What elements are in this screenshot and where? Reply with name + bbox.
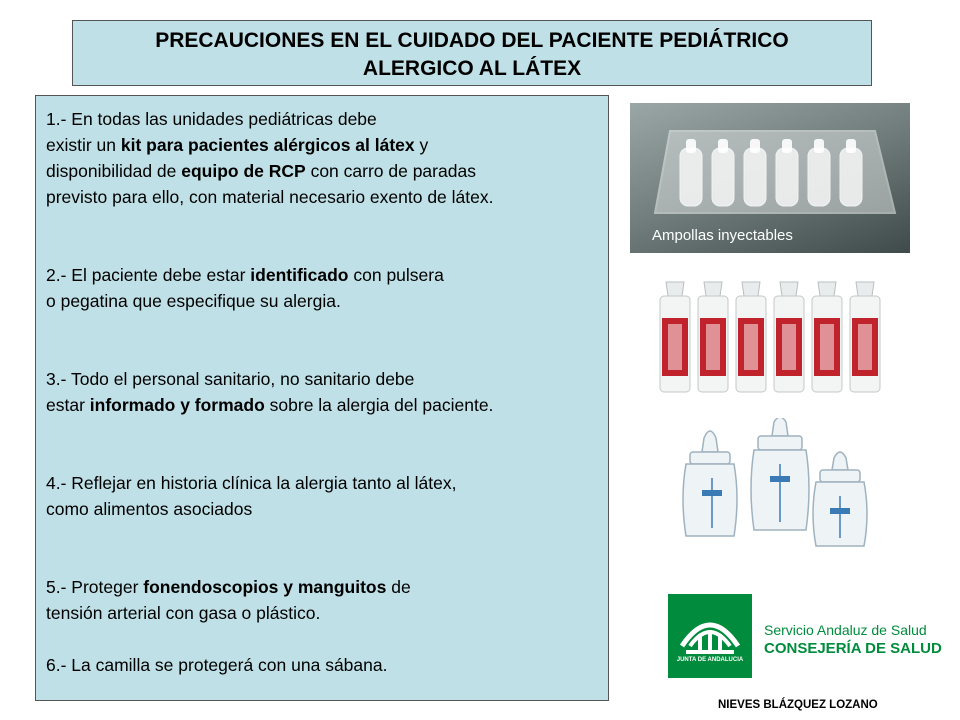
precaution-5 bbox=[46, 574, 596, 626]
servicio-andaluz-label: Servicio Andaluz de Salud bbox=[764, 622, 927, 638]
precaution-6-line-1: 6.- La camilla se protegerá con una sábana. bbox=[46, 655, 388, 675]
vials-illustration bbox=[652, 278, 902, 400]
ampollas-photo bbox=[630, 103, 910, 253]
junta-emblem bbox=[668, 594, 752, 678]
junta-andalucia-logo bbox=[668, 594, 942, 678]
ampollas-caption: Ampollas inyectables bbox=[652, 227, 793, 244]
junta-label: JUNTA DE ANDALUCIA bbox=[676, 657, 744, 663]
precaution-2-line-2: o pegatina que especifique su alergia. bbox=[46, 291, 341, 311]
precaution-2 bbox=[46, 262, 596, 314]
precaution-4-line-2: como alimentos asociados bbox=[46, 499, 253, 519]
title-line-2: ALERGICO AL LÁTEX bbox=[362, 57, 582, 80]
precaution-3 bbox=[46, 366, 596, 418]
precaution-4-line-1: 4.- Reflejar en historia clínica la alergia tanto al látex, bbox=[46, 473, 457, 493]
precaution-5-line-1: 5.- Proteger fonendoscopios y manguitos de bbox=[46, 577, 411, 597]
precaution-4 bbox=[46, 470, 596, 522]
precaution-3-line-1: 3.- Todo el personal sanitario, no sanitario debe bbox=[46, 369, 415, 389]
precaution-1-line-2: existir un kit para pacientes alérgicos al látex y bbox=[46, 135, 429, 155]
title-line-1: PRECAUCIONES EN EL CUIDADO DEL PACIENTE PEDIÁTRICO bbox=[155, 29, 789, 52]
baby-bottles-photo bbox=[668, 418, 888, 558]
precaution-1-line-4: previsto para ello, con material necesario exento de látex. bbox=[46, 187, 494, 207]
vials-photo bbox=[652, 278, 902, 400]
junta-emblem-graphic bbox=[668, 594, 752, 678]
precautions-list bbox=[35, 95, 609, 701]
title-box bbox=[72, 20, 872, 86]
author-name: NIEVES BLÁZQUEZ LOZANO bbox=[718, 699, 878, 711]
precaution-1 bbox=[46, 106, 596, 210]
precaution-6 bbox=[46, 652, 596, 678]
consejeria-label: CONSEJERÍA DE SALUD bbox=[764, 640, 942, 657]
precaution-2-line-1: 2.- El paciente debe estar identificado con pulsera bbox=[46, 265, 444, 285]
precaution-1-line-3: disponibilidad de equipo de RCP con carro de paradas bbox=[46, 161, 476, 181]
precaution-1-line-1: 1.- En todas las unidades pediátricas debe bbox=[46, 109, 377, 129]
precaution-3-line-2: estar informado y formado sobre la alergia del paciente. bbox=[46, 395, 494, 415]
precaution-5-line-2: tensión arterial con gasa o plástico. bbox=[46, 603, 321, 623]
baby-bottles-illustration bbox=[668, 418, 888, 558]
